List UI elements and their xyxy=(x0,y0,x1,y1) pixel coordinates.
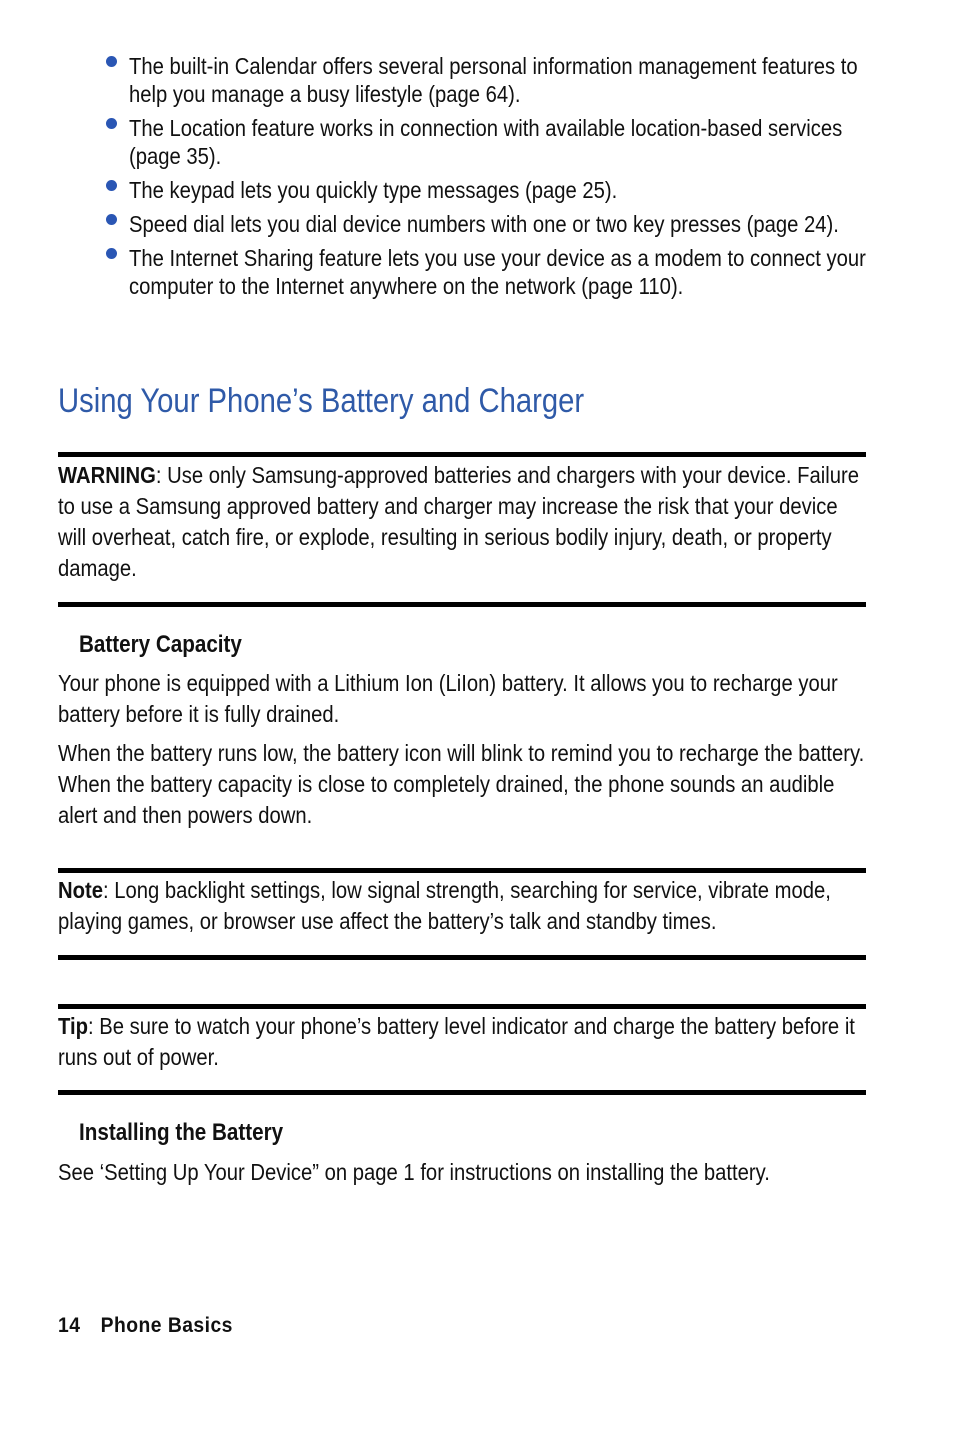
page-footer xyxy=(58,1313,233,1339)
bullet-item-speed-dial xyxy=(106,210,886,238)
bullet-dot-icon xyxy=(106,214,117,225)
bullet-item-calendar xyxy=(106,52,886,108)
bullet-dot-icon xyxy=(106,118,117,129)
bullet-item-keypad xyxy=(106,176,886,204)
feature-bullet-list xyxy=(106,52,886,306)
bullet-item-internet-sharing xyxy=(106,244,886,300)
tip-text: : Be sure to watch your phone’s battery level indicator and charge the battery before it runs out of power. xyxy=(58,1013,855,1070)
bullet-text: The built-in Calendar offers several personal information management features to help you manage a busy lifestyle (page 64). xyxy=(129,53,858,107)
footer-section-name: Phone Basics xyxy=(100,1314,233,1337)
battery-capacity-para-2 xyxy=(58,738,954,831)
note-label: Note xyxy=(58,877,103,903)
bullet-text: The Location feature works in connection with available location-based services (page 35). xyxy=(129,115,843,169)
page-number: 14 xyxy=(58,1314,81,1337)
bullet-dot-icon xyxy=(106,56,117,67)
warning-text-block xyxy=(58,460,868,584)
bullet-text: Speed dial lets you dial device numbers with one or two key presses (page 24). xyxy=(129,211,839,237)
bullet-dot-icon xyxy=(106,248,117,259)
battery-capacity-heading: Battery Capacity xyxy=(79,631,242,658)
tip-top-rule xyxy=(58,1004,866,1009)
tip-label: Tip xyxy=(58,1013,88,1039)
note-bottom-rule xyxy=(58,955,866,960)
installing-battery-para xyxy=(58,1157,954,1188)
warning-top-rule xyxy=(58,452,866,457)
tip-bottom-rule xyxy=(58,1090,866,1095)
bullet-text: The Internet Sharing feature lets you use your device as a modem to connect your computer to the Internet anywhere on the network (page 110). xyxy=(129,245,866,299)
bullet-item-location xyxy=(106,114,886,170)
installing-battery-heading: Installing the Battery xyxy=(79,1119,284,1146)
warning-bottom-rule xyxy=(58,602,866,607)
paragraph-text: See ‘Setting Up Your Device” on page 1 for instructions on installing the battery. xyxy=(58,1159,770,1185)
warning-callout xyxy=(58,460,954,584)
note-text-block xyxy=(58,875,868,937)
bullet-dot-icon xyxy=(106,180,117,191)
warning-text: : Use only Samsung-approved batteries and chargers with your device. Failure to use a Samsung approved battery and charger may increase the risk that your device will overheat, catch fire, or explode, resulting in serious bodily injury, death, or property damage. xyxy=(58,462,859,581)
warning-label: WARNING xyxy=(58,462,156,488)
bullet-text: The keypad lets you quickly type messages (page 25). xyxy=(129,177,618,203)
note-callout xyxy=(58,875,954,937)
section-title: Using Your Phone’s Battery and Charger xyxy=(58,382,585,420)
battery-capacity-para-1 xyxy=(58,668,954,730)
tip-callout xyxy=(58,1011,954,1073)
note-text: : Long backlight settings, low signal strength, searching for service, vibrate mode, playing games, or browser use affect the battery’s talk and standby times. xyxy=(58,877,831,934)
tip-text-block xyxy=(58,1011,868,1073)
paragraph-text: When the battery runs low, the battery icon will blink to remind you to recharge the battery. When the battery capacity is close to completely drained, the phone sounds an audible alert and then powers down. xyxy=(58,740,865,828)
paragraph-text: Your phone is equipped with a Lithium Ion (LiIon) battery. It allows you to recharge your battery before it is fully drained. xyxy=(58,670,838,727)
note-top-rule xyxy=(58,868,866,873)
